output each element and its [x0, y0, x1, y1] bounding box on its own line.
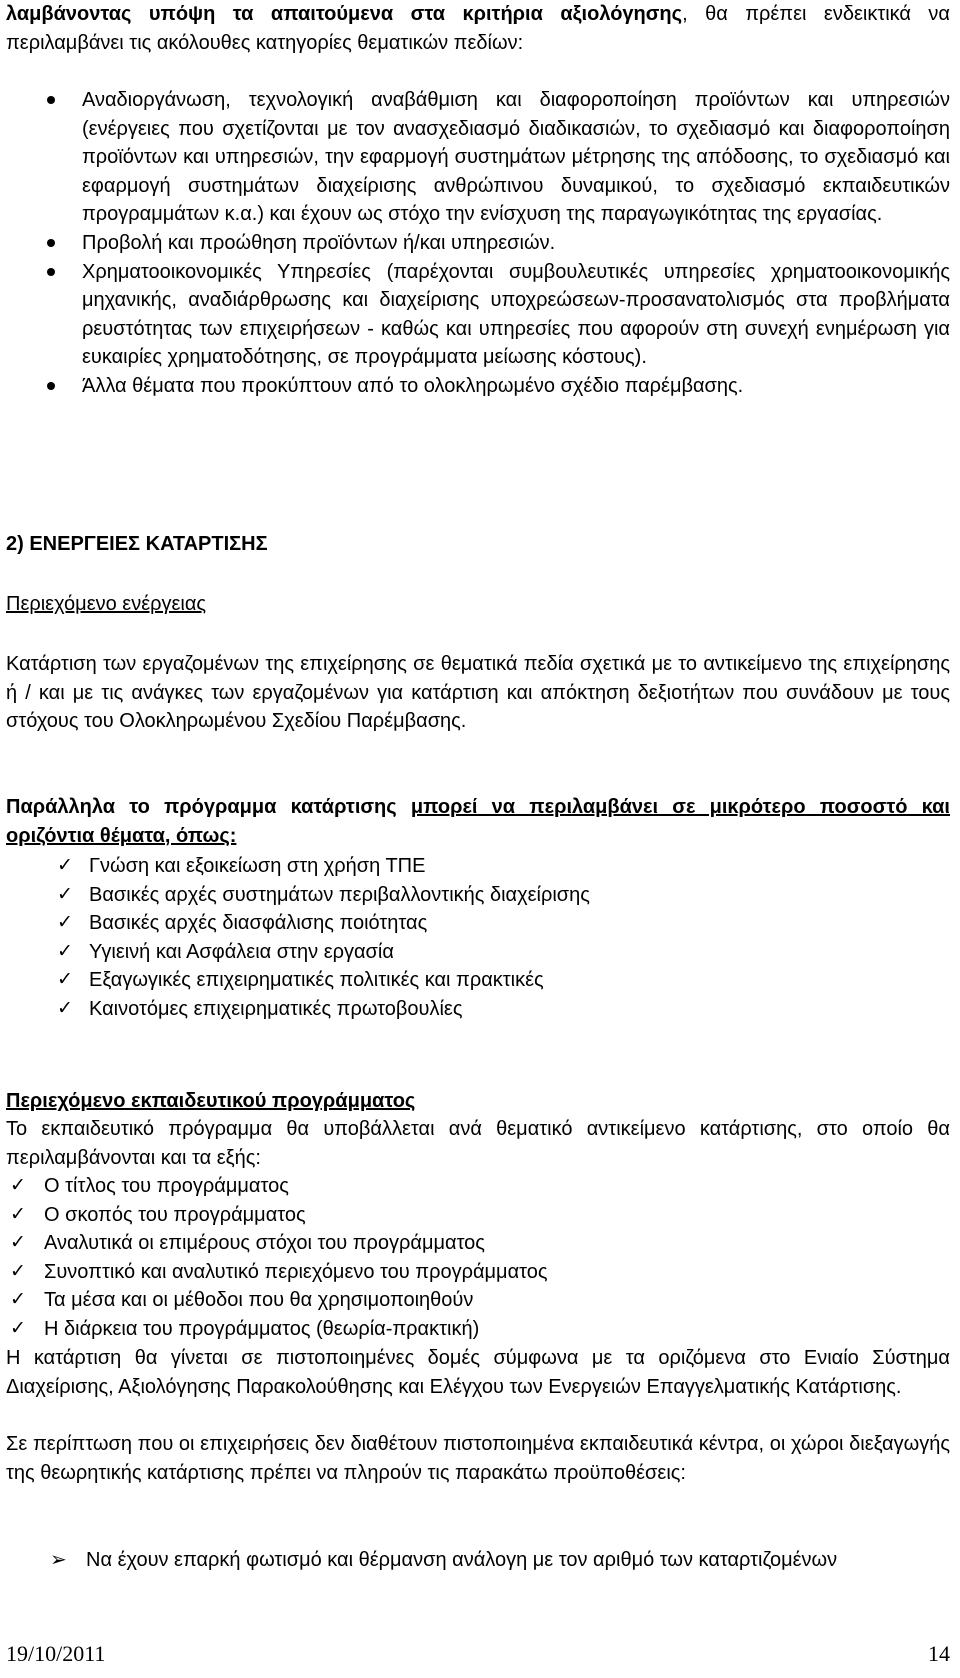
parallel-paragraph: Παράλληλα το πρόγραμμα κατάρτισης μπορεί να περιλαμβάνει σε μικρότερο ποσοστό και οριζόντια θέματα, όπως:	[6, 796, 950, 847]
program-intro: Το εκπαιδευτικό πρόγραμμα θα υποβάλλεται ανά θεματικό αντικείμενο κατάρτισης, στο οποίο θα περιλαμβάνονται και τα εξής:	[6, 1118, 950, 1169]
list-item: ✓ Αναλυτικά οι επιμέρους στόχοι του προγράμματος	[6, 1229, 950, 1258]
list-item: ✓ Η διάρκεια του προγράμματος (θεωρία-πρακτική)	[6, 1315, 950, 1344]
bullet-dot-icon	[47, 268, 55, 276]
bullet-dot-icon	[47, 96, 55, 104]
checkmark-icon: ✓	[10, 1203, 26, 1225]
section-heading: 2) ΕΝΕΡΓΕΙΕΣ ΚΑΤΑΡΤΙΣΗΣ	[6, 533, 268, 555]
checkmark-icon: ✓	[57, 855, 73, 876]
checkmark-icon: ✓	[57, 997, 73, 1019]
list-item: ✓ Γνώση και εξοικείωση στη χρήση ΤΠΕ	[6, 852, 950, 881]
list-item: ✓ Βασικές αρχές συστημάτων περιβαλλοντικής διαχείρισης	[6, 881, 950, 910]
intro-paragraph	[6, 0, 950, 57]
intro-text: , θα πρέπει ενδεικτικά να περιλαμβάνει τις ακόλουθες κατηγορίες θεματικών πεδίων:	[6, 3, 950, 54]
footer-date: 19/10/2011	[6, 1641, 106, 1666]
list-item: Άλλα θέματα που προκύπτουν από το ολοκληρωμένο σχέδιο παρέμβασης.	[6, 372, 950, 401]
checkmark-icon: ✓	[57, 912, 73, 934]
list-item: ✓ Ο σκοπός του προγράμματος	[6, 1201, 950, 1230]
condition-text: Να έχουν επαρκή φωτισμό και θέρμανση ανάλογη με τον αριθμό των καταρτιζομένων	[86, 1549, 838, 1571]
checkmark-icon: ✓	[10, 1317, 26, 1339]
page-number: 14	[928, 1641, 950, 1666]
section-subheading: Περιεχόμενο ενέργειας	[6, 593, 207, 615]
training-paragraph: Κατάρτιση των εργαζομένων της επιχείρησης σε θεματικά πεδία σχετικά με το αντικείμενο της επιχείρησης ή / και με τις ανάγκες των εργαζομένων για κατάρτιση και απόκτηση δεξιοτήτων που συνάδουν με τους στόχους του Ολοκληρωμένου Σχεδίου Παρέμβασης.	[6, 653, 950, 733]
arrow-bullet-icon: ➢	[50, 1549, 67, 1571]
certified-paragraph: Η κατάρτιση θα γίνεται σε πιστοποιημένες δομές σύμφωνα με τα οριζόμενα στο Ενιαίο Σύστημα Διαχείρισης, Αξιολόγησης Παρακολούθησης και Ελέγχου των Ενεργειών Επαγγελματικής Κατάρτισης.	[6, 1347, 950, 1398]
list-item: ✓ Τα μέσα και οι μέθοδοι που θα χρησιμοποιηθούν	[6, 1286, 950, 1315]
list-item: ✓ Συνοπτικό και αναλυτικό περιεχόμενο του προγράμματος	[6, 1258, 950, 1287]
bullet-dot-icon	[47, 239, 55, 247]
intro-bold-text: λαμβάνοντας υπόψη τα απαιτούμενα στα κριτήρια αξιολόγησης	[6, 3, 683, 25]
checkmark-icon: ✓	[10, 1260, 26, 1282]
list-item: Προβολή και προώθηση προϊόντων ή/και υπηρεσιών.	[6, 229, 950, 258]
checkmark-icon: ✓	[57, 969, 73, 991]
list-item: ✓ Βασικές αρχές διασφάλισης ποιότητας	[6, 909, 950, 938]
list-item: Αναδιοργάνωση, τεχνολογική αναβάθμιση και διαφοροποίηση προϊόντων και υπηρεσιών (ενέργειες που σχετίζονται με τον ανασχεδιασμό διαδικασιών, το σχεδιασμό και διαφοροποίηση προϊόντων και υπηρεσιών, την εφαρμογή συστημάτων μέτρησης της απόδοσης, το σχεδιασμό και εφαρμογή συστημάτων διαχείρισης ανθρώπινου δυναμικού, το σχεδιασμό εκπαιδευτικών προγραμμάτων κ.α.) και έχουν ως στόχο την ενίσχυση της παραγωγικότητας της εργασίας.	[6, 86, 950, 229]
list-item: ✓ Ο τίτλος του προγράμματος	[6, 1172, 950, 1201]
list-item: ✓ Υγιεινή και Ασφάλεια στην εργασία	[6, 938, 950, 967]
otherwise-paragraph: Σε περίπτωση που οι επιχειρήσεις δεν διαθέτουν πιστοποιημένα εκπαιδευτικά κέντρα, οι χώροι διεξαγωγής της θεωρητικής κατάρτισης πρέπει να πληρούν τις παρακάτω προϋποθέσεις:	[6, 1433, 950, 1484]
checkmark-icon: ✓	[57, 883, 73, 905]
checkmark-icon: ✓	[10, 1232, 26, 1254]
program-items-list	[6, 1172, 950, 1344]
list-item: Χρηματοοικονομικές Υπηρεσίες (παρέχονται συμβουλευτικές υπηρεσίες χρηματοοικονομικής μηχανικής, αναδιάρθρωσης και διαχείρισης υποχρεώσεων-προσανατολισμός στα προβλήματα ρευστότητας των επιχειρήσεων - καθώς και υπηρεσίες που αφορούν στη συνεχή ενημέρωση για ευκαιρίες χρηματοδότησης, σε προγράμματα μείωσης κόστους).	[6, 258, 950, 372]
bullet-dot-icon	[47, 382, 55, 390]
checkmark-icon: ✓	[10, 1289, 26, 1311]
horizontal-topics-list	[6, 852, 950, 1024]
checkmark-icon: ✓	[10, 1175, 26, 1196]
thematic-fields-list	[6, 86, 950, 401]
list-item: ✓ Καινοτόμες επιχειρηματικές πρωτοβουλίες	[6, 995, 950, 1024]
program-heading: Περιεχόμενο εκπαιδευτικού προγράμματος	[6, 1090, 416, 1112]
checkmark-icon: ✓	[57, 940, 73, 962]
list-item: ✓ Εξαγωγικές επιχειρηματικές πολιτικές και πρακτικές	[6, 966, 950, 995]
